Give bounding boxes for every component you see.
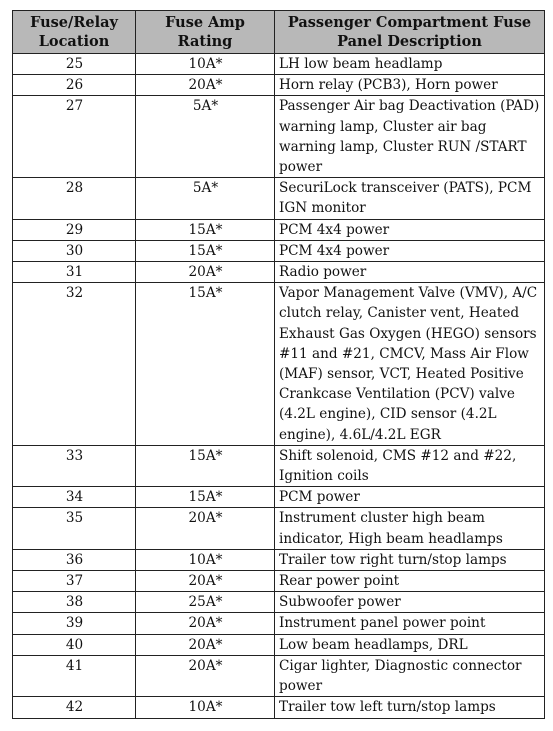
fuse-description-cell: Instrument cluster high beam indicator, High beam headlamps: [275, 508, 545, 549]
fuse-location-cell: 41: [13, 655, 136, 696]
fuse-description-cell: Vapor Management Valve (VMV), A/C clutch relay, Canister vent, Heated Exhaust Gas Oxygen (HEGO) sensors #11 and #21, CMCV, Mass Air Flow (MAF) sensor, VCT, Heated Positive Crankcase Ventilation (PCV) valve (4.2L engine), CID sensor (4.2L engine), 4.6L/4.2L EGR: [275, 283, 545, 446]
fuse-rating-cell: 20A*: [136, 634, 275, 655]
fuse-location-cell: 33: [13, 445, 136, 486]
table-row: [13, 613, 545, 634]
fuse-table-body: [13, 54, 545, 719]
fuse-location-cell: 42: [13, 697, 136, 718]
fuse-description-cell: Subwoofer power: [275, 592, 545, 613]
fuse-rating-cell: 10A*: [136, 549, 275, 570]
fuse-location-cell: 38: [13, 592, 136, 613]
fuse-description-cell: Horn relay (PCB3), Horn power: [275, 75, 545, 96]
fuse-description-cell: PCM 4x4 power: [275, 219, 545, 240]
fuse-description-cell: Trailer tow right turn/stop lamps: [275, 549, 545, 570]
fuse-table: [12, 10, 545, 719]
fuse-rating-cell: 15A*: [136, 445, 275, 486]
table-row: [13, 262, 545, 283]
fuse-rating-cell: 20A*: [136, 508, 275, 549]
fuse-location-cell: 36: [13, 549, 136, 570]
table-row: [13, 240, 545, 261]
fuse-location-cell: 37: [13, 571, 136, 592]
fuse-location-cell: 25: [13, 54, 136, 75]
fuse-rating-cell: 15A*: [136, 487, 275, 508]
table-row: [13, 549, 545, 570]
fuse-location-cell: 35: [13, 508, 136, 549]
fuse-location-cell: 30: [13, 240, 136, 261]
table-row: [13, 283, 545, 446]
fuse-description-cell: LH low beam headlamp: [275, 54, 545, 75]
table-row: [13, 508, 545, 549]
fuse-rating-cell: 20A*: [136, 571, 275, 592]
fuse-rating-cell: 15A*: [136, 283, 275, 446]
table-row: [13, 96, 545, 178]
fuse-rating-cell: 10A*: [136, 54, 275, 75]
fuse-description-cell: Shift solenoid, CMS #12 and #22, Ignition coils: [275, 445, 545, 486]
fuse-description-cell: Low beam headlamps, DRL: [275, 634, 545, 655]
fuse-location-cell: 39: [13, 613, 136, 634]
fuse-rating-cell: 5A*: [136, 96, 275, 178]
fuse-rating-cell: 15A*: [136, 240, 275, 261]
fuse-location-cell: 29: [13, 219, 136, 240]
fuse-rating-cell: 20A*: [136, 655, 275, 696]
table-row: [13, 487, 545, 508]
fuse-table-container: [12, 10, 544, 719]
table-row: [13, 54, 545, 75]
fuse-location-cell: 31: [13, 262, 136, 283]
fuse-description-cell: Trailer tow left turn/stop lamps: [275, 697, 545, 718]
fuse-description-cell: Passenger Air bag Deactivation (PAD) warning lamp, Cluster air bag warning lamp, Cluster RUN /START power: [275, 96, 545, 178]
fuse-location-cell: 32: [13, 283, 136, 446]
fuse-description-cell: Radio power: [275, 262, 545, 283]
fuse-description-cell: PCM 4x4 power: [275, 240, 545, 261]
fuse-description-cell: PCM power: [275, 487, 545, 508]
fuse-description-cell: Instrument panel power point: [275, 613, 545, 634]
fuse-description-cell: Rear power point: [275, 571, 545, 592]
fuse-rating-cell: 5A*: [136, 178, 275, 219]
table-row: [13, 75, 545, 96]
fuse-location-cell: 40: [13, 634, 136, 655]
fuse-location-cell: 28: [13, 178, 136, 219]
fuse-rating-cell: 20A*: [136, 613, 275, 634]
fuse-rating-cell: 15A*: [136, 219, 275, 240]
header-description: Passenger Compartment Fuse Panel Description: [275, 11, 545, 54]
fuse-location-cell: 34: [13, 487, 136, 508]
fuse-description-cell: Cigar lighter, Diagnostic connector power: [275, 655, 545, 696]
header-row: [13, 11, 545, 54]
table-row: [13, 634, 545, 655]
header-rating: Fuse Amp Rating: [136, 11, 275, 54]
fuse-location-cell: 26: [13, 75, 136, 96]
fuse-rating-cell: 20A*: [136, 75, 275, 96]
fuse-location-cell: 27: [13, 96, 136, 178]
table-row: [13, 697, 545, 718]
fuse-rating-cell: 10A*: [136, 697, 275, 718]
table-row: [13, 571, 545, 592]
header-location: Fuse/Relay Location: [13, 11, 136, 54]
table-row: [13, 445, 545, 486]
fuse-rating-cell: 25A*: [136, 592, 275, 613]
table-row: [13, 592, 545, 613]
table-row: [13, 178, 545, 219]
fuse-description-cell: SecuriLock transceiver (PATS), PCM IGN monitor: [275, 178, 545, 219]
table-row: [13, 655, 545, 696]
fuse-table-header: [13, 11, 545, 54]
fuse-rating-cell: 20A*: [136, 262, 275, 283]
table-row: [13, 219, 545, 240]
